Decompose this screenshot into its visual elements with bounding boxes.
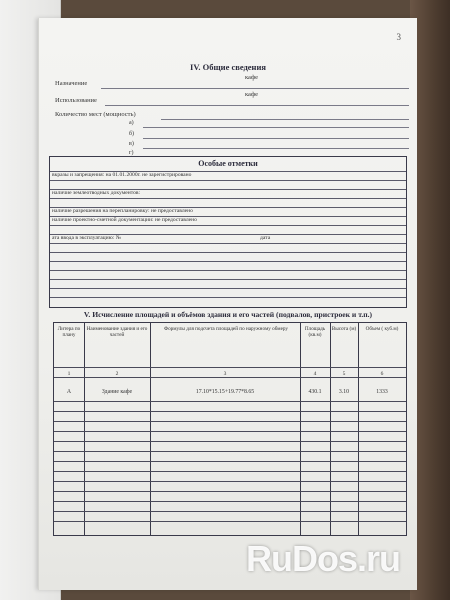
calculation-section-title: V. Исчисление площадей и объёмов здания и его частей (подвалов, пристроек и т.п.) bbox=[83, 310, 373, 319]
sub-line-b bbox=[143, 138, 409, 139]
note-row: наличие землеотводных документов: bbox=[50, 189, 406, 199]
col-divider bbox=[300, 323, 301, 535]
usage-value: кафе bbox=[245, 91, 259, 98]
cell-height: 3.10 bbox=[338, 389, 350, 395]
calculation-table bbox=[53, 322, 407, 536]
usage-label: Использование bbox=[55, 97, 97, 104]
usage-line bbox=[105, 105, 409, 106]
note-row: наличие проектно-сметной документации: не предоставлено bbox=[50, 216, 406, 226]
special-notes-box bbox=[49, 156, 407, 308]
document-page bbox=[38, 18, 417, 590]
purpose-line bbox=[101, 88, 409, 89]
col-number: 3 bbox=[223, 371, 227, 377]
row-divider bbox=[54, 431, 406, 432]
col-number: 2 bbox=[115, 371, 119, 377]
row-divider bbox=[54, 521, 406, 522]
sub-line-c bbox=[143, 148, 409, 149]
header-volume: Объем ( куб.м) bbox=[365, 326, 399, 332]
sub-item-d: г) bbox=[129, 150, 134, 156]
capacity-label: Количество мест (мощность) bbox=[55, 111, 136, 118]
row-divider bbox=[54, 451, 406, 452]
row-divider bbox=[54, 481, 406, 482]
cell-volume: 1333 bbox=[376, 389, 388, 395]
cell-name: Здание кафе bbox=[101, 389, 133, 395]
note-row: вкразы и запрещения: на 01.01.2000г. не зарегистрировано bbox=[50, 171, 406, 181]
sub-item-c: в) bbox=[129, 141, 134, 147]
special-notes-title: Особые отметки bbox=[198, 159, 258, 168]
rudos-watermark: RuDos.ru bbox=[246, 538, 400, 579]
col-divider bbox=[358, 323, 359, 535]
capacity-line bbox=[161, 119, 409, 120]
row-divider bbox=[54, 511, 406, 512]
row-divider bbox=[54, 411, 406, 412]
header-letter: Литера по плану bbox=[57, 326, 81, 338]
col-divider bbox=[330, 323, 331, 535]
cell-letter: А bbox=[66, 389, 72, 395]
sub-line-a bbox=[143, 127, 409, 128]
sub-item-a: а) bbox=[129, 120, 134, 126]
row-divider bbox=[54, 461, 406, 462]
purpose-value: кафе bbox=[245, 74, 259, 81]
row-divider bbox=[54, 491, 406, 492]
header-formula: Формулы для подсчета площадей по наружному обмеру bbox=[163, 326, 289, 332]
note-row bbox=[50, 297, 406, 307]
general-section-title: IV. Общие сведения bbox=[190, 62, 266, 72]
col-divider bbox=[150, 323, 151, 535]
note-row: наличие разрешения на перепланировку: не предоставлено bbox=[50, 207, 406, 217]
commission-date-label: дата bbox=[260, 235, 271, 241]
purpose-label: Назначение bbox=[55, 80, 88, 87]
cell-area: 430.1 bbox=[308, 389, 322, 395]
sub-item-b: б) bbox=[129, 131, 135, 137]
row-divider bbox=[54, 367, 406, 368]
col-number: 4 bbox=[313, 371, 317, 377]
row-divider bbox=[54, 471, 406, 472]
col-number: 1 bbox=[67, 371, 71, 377]
row-divider bbox=[54, 501, 406, 502]
row-divider bbox=[54, 421, 406, 422]
row-divider bbox=[54, 441, 406, 442]
note-row: ата ввода в эксплуатацию: № bbox=[50, 234, 406, 244]
header-height: Высота (м) bbox=[331, 326, 357, 332]
header-name: Наименование здания и его частей bbox=[86, 326, 148, 338]
row-divider bbox=[54, 401, 406, 402]
col-divider bbox=[84, 323, 85, 535]
page-number: 3 bbox=[396, 32, 401, 42]
row-divider bbox=[54, 377, 406, 378]
col-number: 6 bbox=[380, 371, 384, 377]
col-number: 5 bbox=[342, 371, 346, 377]
cell-formula: 17.10*15.15+19.77*8.65 bbox=[195, 389, 255, 395]
header-area: Площадь (кв.м) bbox=[304, 326, 326, 338]
